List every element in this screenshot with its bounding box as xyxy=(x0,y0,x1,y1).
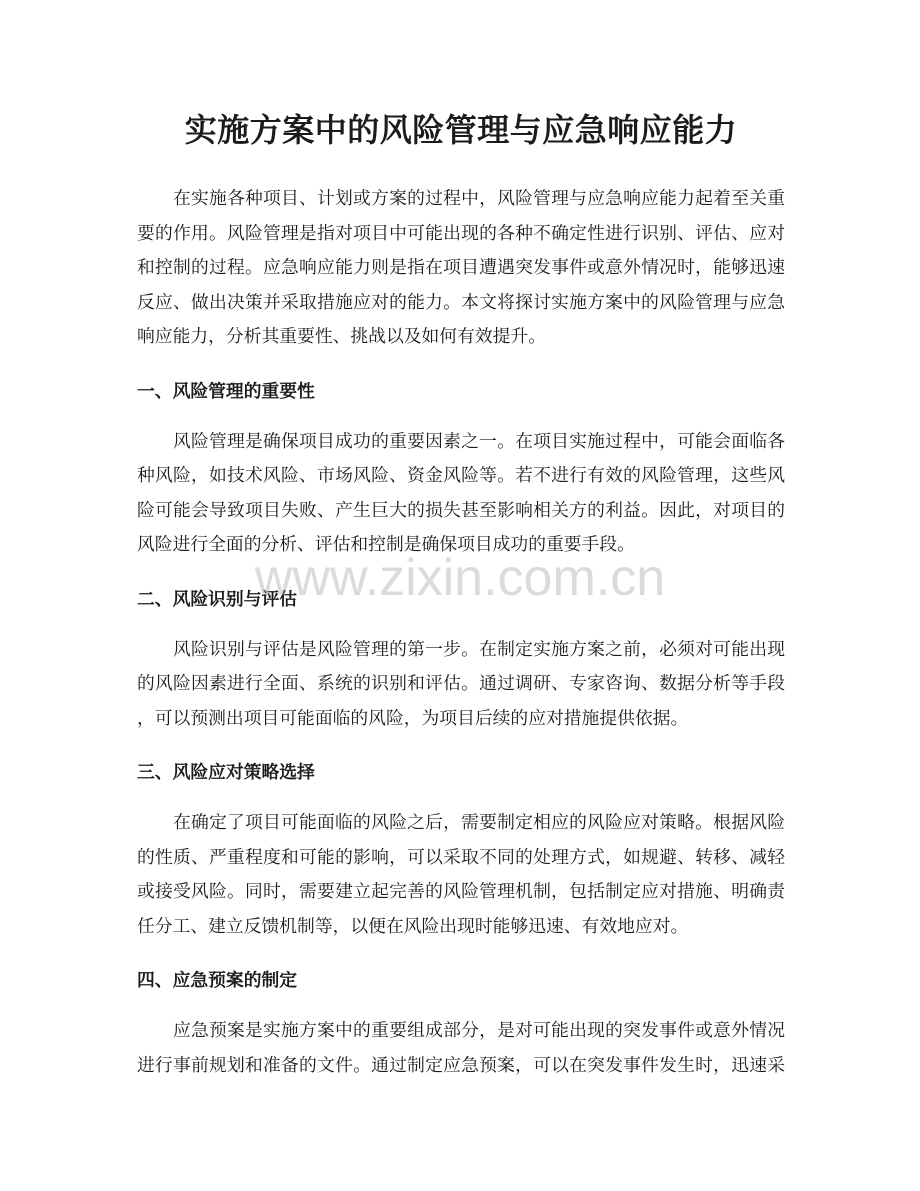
paragraph-line: 在确定了项目可能面临的风险之后，需要制定相应的风险应对策略。根据风险 xyxy=(173,812,785,833)
section-paragraph xyxy=(137,1014,785,1083)
paragraph-line: 险可能会导致项目失败、产生巨大的损失甚至影响相关方的利益。因此，对项目的 xyxy=(137,499,785,521)
paragraph-line: 风险管理是确保项目成功的重要因素之一。在项目实施过程中，可能会面临各 xyxy=(173,430,785,452)
watermark: www.zixin.com.cn xyxy=(254,549,666,607)
paragraph-line: 种风险，如技术风险、市场风险、资金风险等。若不进行有效的风险管理，这些风 xyxy=(137,465,785,486)
paragraph-line: 或接受风险。同时，需要建立起完善的风险管理机制，包括制定应对措施、明确责 xyxy=(137,881,785,902)
paragraph-line: ，可以预测出项目可能面临的风险，为项目后续的应对措施提供依据。 xyxy=(137,707,689,729)
paragraph-line: 响应能力，分析其重要性、挑战以及如何有效提升。 xyxy=(137,326,546,347)
paragraph-line: 风险进行全面的分析、评估和控制是确保项目成功的重要手段。 xyxy=(137,534,635,555)
section-heading: 四、应急预案的制定 xyxy=(137,970,298,991)
paragraph-line: 的风险因素进行全面、系统的识别和评估。通过调研、专家咨询、数据分析等手段 xyxy=(137,673,785,694)
section-heading: 二、风险识别与评估 xyxy=(137,588,298,610)
section-paragraph xyxy=(137,806,785,944)
paragraph-line: 要的作用。风险管理是指对项目中可能出现的各种不确定性进行识别、评估、应对 xyxy=(137,222,785,244)
intro-paragraph xyxy=(137,182,785,355)
section-paragraph xyxy=(137,633,785,737)
paragraph-line: 应急预案是实施方案中的重要组成部分，是对可能出现的突发事件或意外情况 xyxy=(173,1020,785,1041)
paragraph-line: 和控制的过程。应急响应能力则是指在项目遭遇突发事件或意外情况时，能够迅速 xyxy=(137,257,785,278)
document-title: 实施方案中的风险管理与应急响应能力 xyxy=(184,111,738,149)
paragraph-line: 进行事前规划和准备的文件。通过制定应急预案，可以在突发事件发生时，迅速采 xyxy=(137,1054,785,1076)
section-paragraph xyxy=(137,425,785,563)
paragraph-line: 在实施各种项目、计划或方案的过程中，风险管理与应急响应能力起着至关重 xyxy=(173,188,785,209)
section-heading: 一、风险管理的重要性 xyxy=(137,380,315,402)
paragraph-line: 的性质、严重程度和可能的影响，可以采取不同的处理方式，如规避、转移、减轻 xyxy=(137,846,785,868)
paragraph-line: 任分工、建立反馈机制等，以便在风险出现时能够迅速、有效地应对。 xyxy=(137,915,689,937)
paragraph-line: 反应、做出决策并采取措施应对的能力。本文将探讨实施方案中的风险管理与应急 xyxy=(137,291,785,313)
paragraph-line: 风险识别与评估是风险管理的第一步。在制定实施方案之前，必须对可能出现 xyxy=(173,638,785,660)
section-heading: 三、风险应对策略选择 xyxy=(137,762,315,783)
